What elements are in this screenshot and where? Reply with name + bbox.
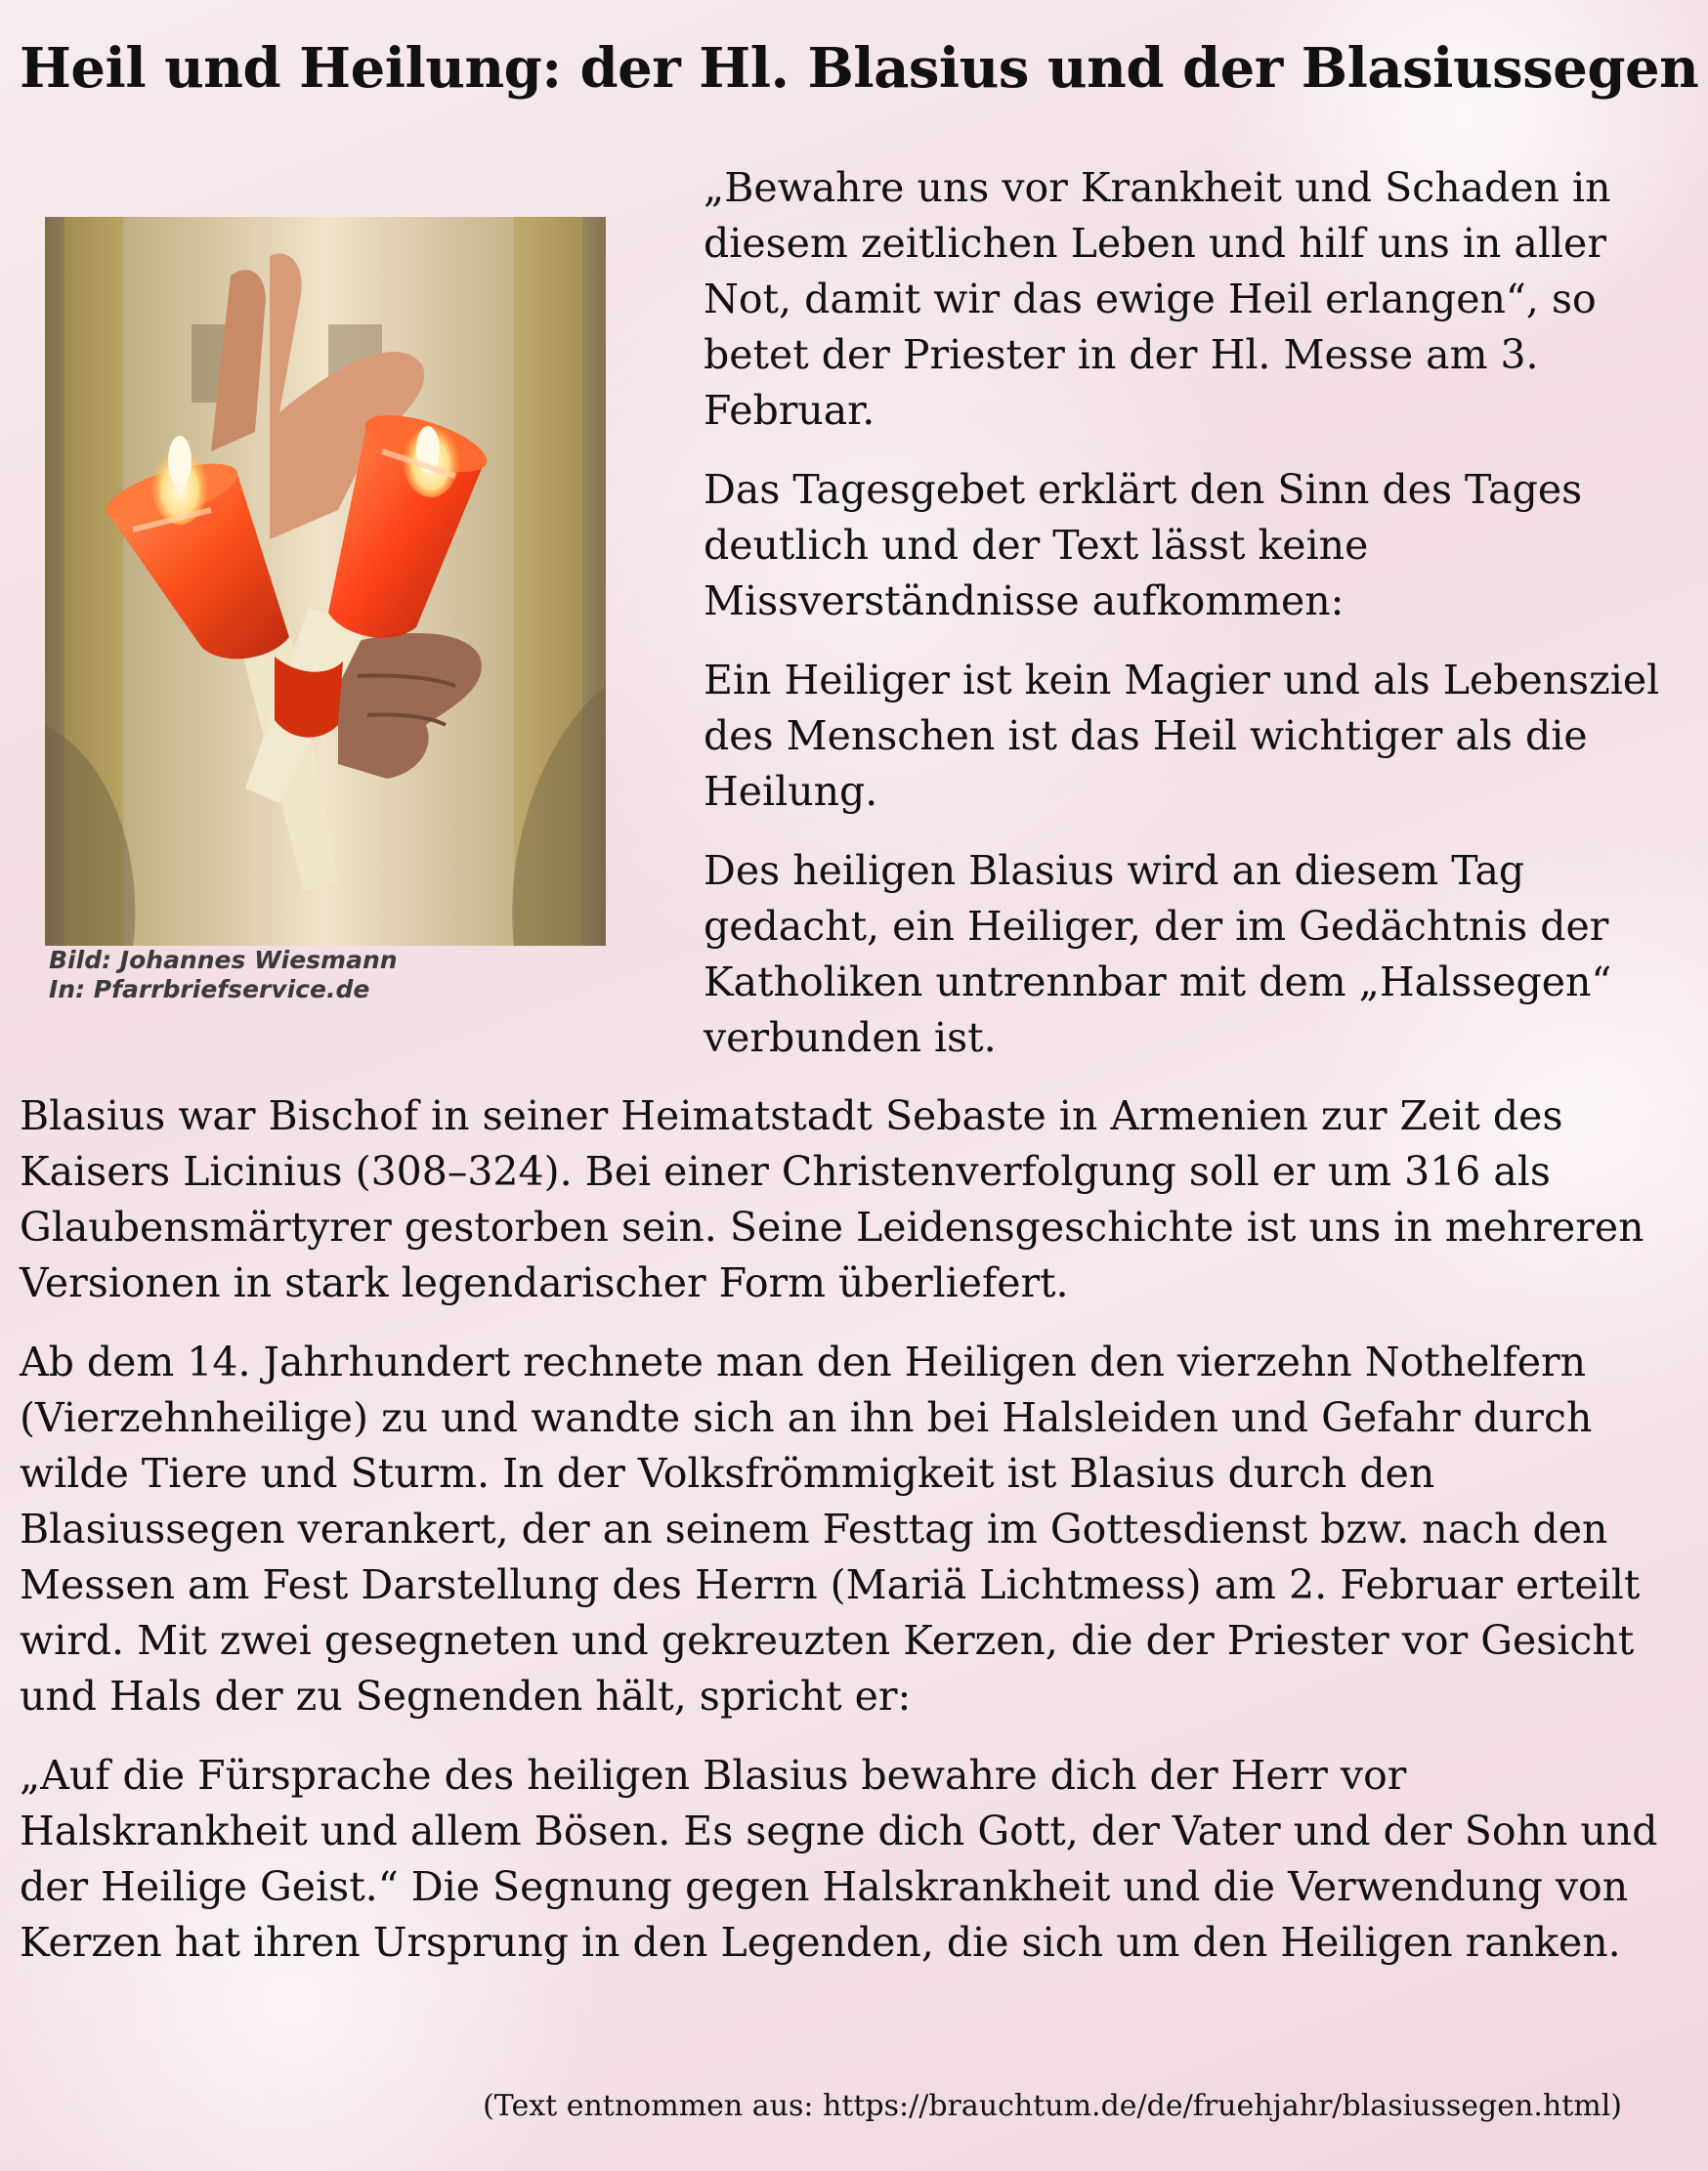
paragraph-heiliger: Ein Heiliger ist kein Magier und als Lebensziel des Menschen ist das Heil wichtiger als die Heilung.: [704, 657, 1660, 815]
caption-source: In: Pfarrbriefservice.de: [49, 975, 370, 1003]
right-column-text: [704, 160, 1681, 1089]
paragraph-tagesgebet: Das Tagesgebet erklärt den Sinn des Tages deutlich und der Text lässt keine Missverständnisse aufkommen:: [704, 466, 1583, 624]
paragraph-prayer-quote: „Bewahre uns vor Krankheit und Schaden in diesem zeitlichen Leben und hilf uns in aller Not, damit wir das ewige Heil erlangen“, so betet der Priester in der Hl. Messe am 3. Februar.: [704, 164, 1611, 434]
paragraph-bischof: Blasius war Bischof in seiner Heimatstadt Sebaste in Armenien zur Zeit des Kaisers Licinius (308–324). Bei einer Christenverfolgung soll er um 316 als Glaubensmärtyrer gestorben sein. Seine Leidensgeschichte ist uns in mehreren Versionen in stark legendarischer Form überliefert.: [20, 1092, 1644, 1306]
caption-credit: Bild: Johannes Wiesmann: [49, 946, 398, 974]
paragraph-halssegen: Des heiligen Blasius wird an diesem Tag gedacht, ein Heiliger, der im Gedächtnis der Katholiken untrennbar mit dem „Halssegen“ verbunden ist.: [704, 847, 1612, 1061]
photo-caption: [49, 946, 635, 1004]
page-title: Heil und Heilung: der Hl. Blasius und der Blasiussegen: [20, 36, 1699, 101]
paragraph-blessing-quote: „Auf die Fürsprache des heiligen Blasius bewahre dich der Herr vor Halskrankheit und allem Bösen. Es segne dich Gott, der Vater und der Sohn und der Heilige Geist.“ Die Segnung gegen Halskrankheit und die Verwendung von Kerzen hat ihren Ursprung in den Legenden, die sich um den Heiligen ranken.: [20, 1752, 1658, 1966]
source-reference: (Text entnommen aus: https://brauchtum.de/de/fruehjahr/blasiussegen.html): [483, 2089, 1622, 2123]
paragraph-nothelfer: Ab dem 14. Jahrhundert rechnete man den Heiligen den vierzehn Nothelfern (Vierzehnheilige) zu und wandte sich an ihn bei Halsleiden und Gefahr durch wilde Tiere und Sturm. In der Volksfrömmigkeit ist Blasius durch den Blasiussegen verankert, der an seinem Festtag im Gottesdienst bzw. nach den Messen am Fest Darstellung des Herrn (Mariä Lichtmess) am 2. Februar erteilt wird. Mit zwei gesegneten und gekreuzten Kerzen, die der Priester vor Gesicht und Hals der zu Segnenden hält, spricht er:: [20, 1339, 1641, 1720]
candles-blessing-photo: [45, 217, 606, 946]
full-width-text: [20, 1088, 1692, 1994]
